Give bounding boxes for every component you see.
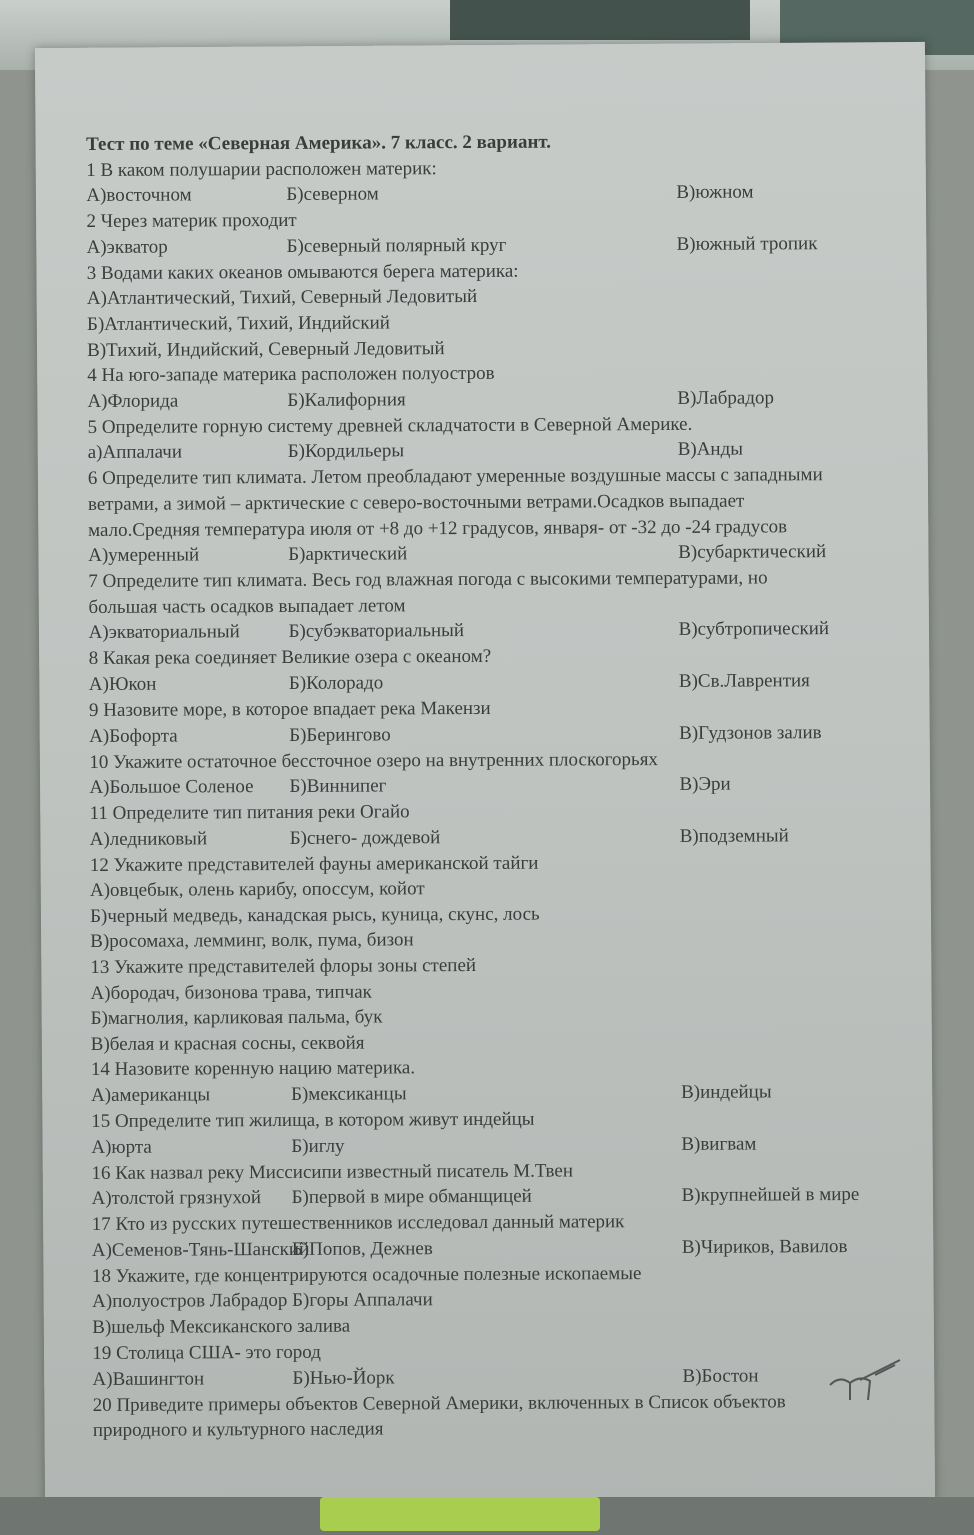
question-text: 1 В каком полушарии расположен материк: [86,157,437,181]
answer-option: А)Атлантический, Тихий, Северный Ледовитый [86,286,478,310]
answer-option: В)субарктический [678,541,827,564]
answer-option: В)Анды [677,438,744,461]
answer-option: В)шельф Мексиканского залива [92,1316,351,1339]
answer-option: Б)мексиканцы [290,1083,407,1105]
answer-option: Б)Кордильеры [287,440,405,463]
answer-option: А)Юкон [88,673,157,695]
green-object [320,1497,600,1531]
question-text: 18 Укажите, где концентрируются осадочные полезные ископаемые [91,1262,642,1287]
answer-option: В)крупнейшей в мире [681,1184,860,1207]
answer-options [89,616,969,647]
answer-option: Б)горы Аппалачи [292,1289,433,1312]
question-4 [87,359,967,415]
answer-option: Б)иглу [291,1135,345,1157]
answer-option: В)росомаха, лемминг, волк, пума, бизон [90,929,414,953]
page-title: Тест по теме «Северная Америка». 7 класс. 2 вариант. [86,131,552,155]
answer-option: Б)магнолия, карликовая пальма, бук [90,1006,383,1030]
question-6 [88,462,969,569]
question-text: 16 Как назвал реку Миссисипи известный писатель М.Твен [91,1160,574,1184]
answer-option: Б)Виннипег [289,775,387,798]
answer-option: Б)Калифорния [287,389,406,411]
question-14 [91,1053,971,1109]
answer-option: В)Лабрадор [677,387,775,409]
answer-option: А)овцебык, олень карибу, опоссум, койот [89,878,425,902]
answer-option: В)вигвам [681,1133,757,1155]
answer-option: А)экватор [86,236,168,258]
answer-option: А)бородач, бизонова трава, типчак [90,981,372,1004]
answer-option: В)Св.Лаврентия [678,670,810,692]
question-7 [88,565,968,647]
answer-option: Б)Берингово [289,723,391,746]
answer-option: а)Аппалачи [87,441,183,464]
answer-options [91,1130,971,1161]
answer-option: Б)Атлантический, Тихий, Индийский [86,312,390,335]
question-8 [89,642,969,698]
question-2 [86,205,966,261]
question-text: 17 Кто из русских путешественников исследовал данный материк [91,1211,625,1236]
question-17 [92,1208,972,1264]
answer-options [88,539,968,570]
question-text: 20 Приведите примеры объектов Северной Америки, включенных в Список объектов [92,1390,786,1416]
question-text-continued: ветрами, а зимой – арктические с северо-восточными ветрами.Осадков выпадает [87,490,745,515]
answer-option: В)Бостон [682,1365,759,1387]
answer-option: А)Вашингтон [92,1367,205,1390]
answer-option: А)Флорида [87,390,179,412]
test-document [86,127,973,1443]
answer-option: А)восточном [86,184,192,207]
answer-option: Б)Колорадо [288,672,384,694]
answer-option: А)экваториальный [88,621,240,644]
question-10 [89,745,969,801]
answer-option: Б)северный полярный круг [286,234,507,257]
question-text: 19 Столица США- это город [92,1341,321,1364]
answer-option: В)Тихий, Индийский, Северный Ледовитый [87,337,445,361]
question-12 [90,848,971,955]
question-3 [87,256,968,363]
question-15 [91,1104,971,1160]
question-text: 14 Назовите коренную нацию материка. [90,1057,416,1081]
question-text: 4 На юго-западе материка расположен полуостров [87,363,495,387]
answer-option: А)американцы [90,1084,211,1107]
answer-option: А)толстой грязнухой [91,1187,262,1210]
answer-option: А)Бофорта [89,725,178,747]
answer-options [89,667,969,698]
answer-option: А)юрта [91,1136,152,1158]
question-text: 7 Определите тип климата. Весь год влажная погода с высокими температурами, но [88,567,768,593]
question-text: 12 Укажите представителей фауны американской тайги [89,852,539,876]
answer-option: А)полуостров Лабрадор [92,1290,288,1313]
answer-option: А)умеренный [88,544,200,567]
answer-options [92,1285,972,1316]
answer-option: В)субтропический [678,618,830,641]
answer-options [92,1182,972,1213]
question-13 [90,950,971,1057]
question-11 [90,796,970,852]
question-18 [92,1259,972,1341]
question-text: 10 Укажите остаточное бессточное озеро на внутренних плоскогорьях [89,748,658,773]
answer-options [88,436,968,467]
answer-options [89,719,969,750]
question-text: 15 Определите тип жилища, в котором живут индейцы [91,1108,535,1133]
answer-option: В)белая и красная сосны, секвойя [90,1032,365,1055]
background-board [450,0,750,40]
answer-option: Б)первой в мире обманщицей [291,1185,532,1209]
answer-option: В)южный тропик [676,232,818,255]
answer-option: В)Гудзонов залив [679,721,822,744]
answer-options [89,770,969,801]
answer-option: В)индейцы [680,1081,772,1103]
answer-option: В)Эри [679,773,731,795]
answer-option: В)Чириков, Вавилов [681,1235,848,1258]
question-16 [91,1156,971,1212]
answer-option: А)Большое Соленое [89,776,254,799]
question-text-continued: природного и культурного наследия [92,1418,384,1442]
question-text: 9 Назовите море, в которое впадает река Макензи [88,697,491,721]
answer-option: А)ледниковый [89,828,208,850]
question-1 [86,153,966,209]
answer-option: Б)северном [286,183,379,206]
handwritten-signature [820,1345,910,1405]
answer-options [90,822,970,853]
question-text: 8 Какая река соединяет Великие озера с океаном? [88,646,492,670]
question-text-continued: мало.Средняя температура июля от +8 до +12 градусов, января- от -32 до -24 градусов [88,515,788,541]
answer-options [92,1233,972,1264]
answer-option: Б)Нью-Йорк [292,1366,395,1389]
question-text: 2 Через материк проходит [86,210,297,233]
answer-option: Б)Попов, Дежнев [291,1238,433,1260]
answer-options [87,384,967,415]
question-text: 11 Определите тип питания реки Огайо [89,801,410,825]
question-text: 6 Определите тип климата. Летом преобладают умеренные воздушные массы с западными [87,464,823,490]
answer-option: В)южном [676,181,754,204]
answer-options [86,179,966,210]
question-text: 3 Водами каких океанов омываются берега материка: [86,260,519,284]
answer-option: Б)субэкваториальный [288,620,465,643]
answer-option: А)Семенов-Тянь-Шанский [91,1238,310,1261]
question-5 [87,410,967,466]
question-text: 5 Определите горную систему древней складчатости в Северной Америке. [87,413,693,438]
question-9 [89,693,969,749]
answer-options [91,1078,971,1109]
answer-option: В)подземный [679,825,789,847]
question-text-continued: большая часть осадков выпадает летом [88,595,406,618]
answer-option: Б)арктический [288,543,408,566]
answer-option: Б)снего- дождевой [289,826,441,849]
answer-options [87,230,967,261]
question-text: 13 Укажите представителей флоры зоны степей [90,955,477,979]
answer-option: Б)черный медведь, канадская рысь, куница, скунс, лось [90,903,540,927]
